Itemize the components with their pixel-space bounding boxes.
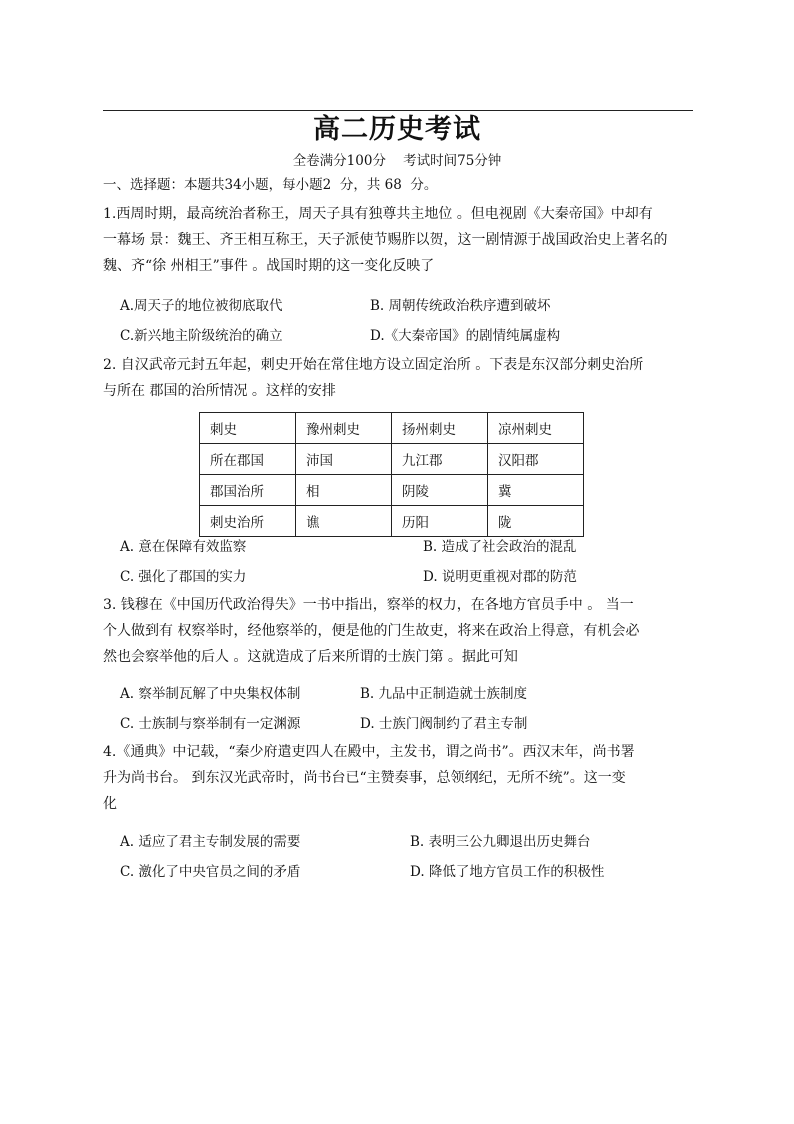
option-a[interactable]: A. 察举制瓦解了中央集权体制	[120, 686, 301, 702]
table-cell: 凉州刺史	[488, 413, 584, 444]
question-4-stem	[103, 739, 695, 817]
question-line: 1.西周时期，最高统治者称王，周天子具有独尊共主地位 。但电视剧《大秦帝国》中却有	[103, 206, 653, 222]
question-line: 与所在 郡国的治所情况 。这样的安排	[103, 383, 336, 399]
question-line: 3. 钱穆在《中国历代政治得失》一书中指出，察举的权力，在各地方官员手中 。 当一	[103, 597, 634, 613]
option-a[interactable]: A. 意在保障有效监察	[120, 539, 247, 555]
question-line: 一幕场 景：魏王、齐王相互称王，天子派使节赐胙以贺，这一剧情源于战国政治史上著名的	[103, 232, 668, 248]
question-line: 魏、齐“徐 州相王”事件 。战国时期的这一变化反映了	[103, 258, 435, 274]
table-cell: 刺史治所	[200, 506, 296, 537]
question-line: 2. 自汉武帝元封五年起，刺史开始在常住地方设立固定治所 。下表是东汉部分刺史治所	[103, 357, 644, 373]
exam-subtitle: 全卷满分100分 考试时间75分钟	[292, 153, 502, 169]
section-heading: 一、选择题：本题共34小题，每小题2 分，共 68 分。	[103, 177, 438, 193]
option-a[interactable]: A.周天子的地位被彻底取代	[120, 298, 283, 314]
top-rule	[103, 110, 693, 111]
exam-title: 高二历史考试	[313, 114, 481, 145]
option-d[interactable]: D.《大秦帝国》的剧情纯属虚构	[370, 328, 561, 344]
question-1-stem	[103, 201, 695, 279]
option-c[interactable]: C. 激化了中央官员之间的矛盾	[120, 864, 301, 880]
option-d[interactable]: D. 士族门阀制约了君主专制	[360, 716, 528, 732]
table-row	[200, 506, 584, 537]
option-d[interactable]: D. 降低了地方官员工作的积极性	[410, 864, 605, 880]
option-c[interactable]: C. 士族制与察举制有一定渊源	[120, 716, 301, 732]
question-line: 然也会察举他的后人 。这就造成了后来所谓的士族门第 。据此可知	[103, 649, 518, 665]
table-cell: 九江郡	[392, 444, 488, 475]
option-c[interactable]: C. 强化了郡国的实力	[120, 569, 247, 585]
table-cell: 相	[296, 475, 392, 506]
question-line: 4.《通典》中记载，“秦少府遣吏四人在殿中，主发书，谓之尚书”。西汉末年，尚书署	[103, 744, 635, 760]
table-cell: 陇	[488, 506, 584, 537]
question-line: 个人做到有 权察举时，经他察举的，便是他的门生故吏，将来在政治上得意，有机会必	[103, 623, 640, 639]
table-row	[200, 444, 584, 475]
table-cell: 所在郡国	[200, 444, 296, 475]
table-cell: 汉阳郡	[488, 444, 584, 475]
question-line: 升为尚书台。 到东汉光武帝时，尚书台已“主赞奏事，总领纲纪，无所不统”。这一变	[103, 770, 626, 786]
question-3-stem	[103, 592, 695, 670]
option-a[interactable]: A. 适应了君主专制发展的需要	[120, 834, 301, 850]
table-row	[200, 475, 584, 506]
option-c[interactable]: C.新兴地主阶级统治的确立	[120, 328, 283, 344]
question-2-stem	[103, 352, 695, 404]
option-b[interactable]: B. 造成了社会政治的混乱	[423, 539, 577, 555]
table-cell: 豫州刺史	[296, 413, 392, 444]
table-cell: 谯	[296, 506, 392, 537]
table-cell: 阴陵	[392, 475, 488, 506]
table-cell: 历阳	[392, 506, 488, 537]
question-line: 化	[103, 796, 117, 812]
option-b[interactable]: B. 表明三公九卿退出历史舞台	[410, 834, 591, 850]
table-cell: 扬州刺史	[392, 413, 488, 444]
governor-seat-table	[199, 412, 584, 537]
table-header-row	[200, 413, 584, 444]
option-b[interactable]: B. 周朝传统政治秩序遭到破坏	[370, 298, 551, 314]
table-cell: 郡国治所	[200, 475, 296, 506]
table-cell: 冀	[488, 475, 584, 506]
option-d[interactable]: D. 说明更重视对郡的防范	[423, 569, 577, 585]
option-b[interactable]: B. 九品中正制造就士族制度	[360, 686, 528, 702]
table-cell: 沛国	[296, 444, 392, 475]
table-cell: 刺史	[200, 413, 296, 444]
